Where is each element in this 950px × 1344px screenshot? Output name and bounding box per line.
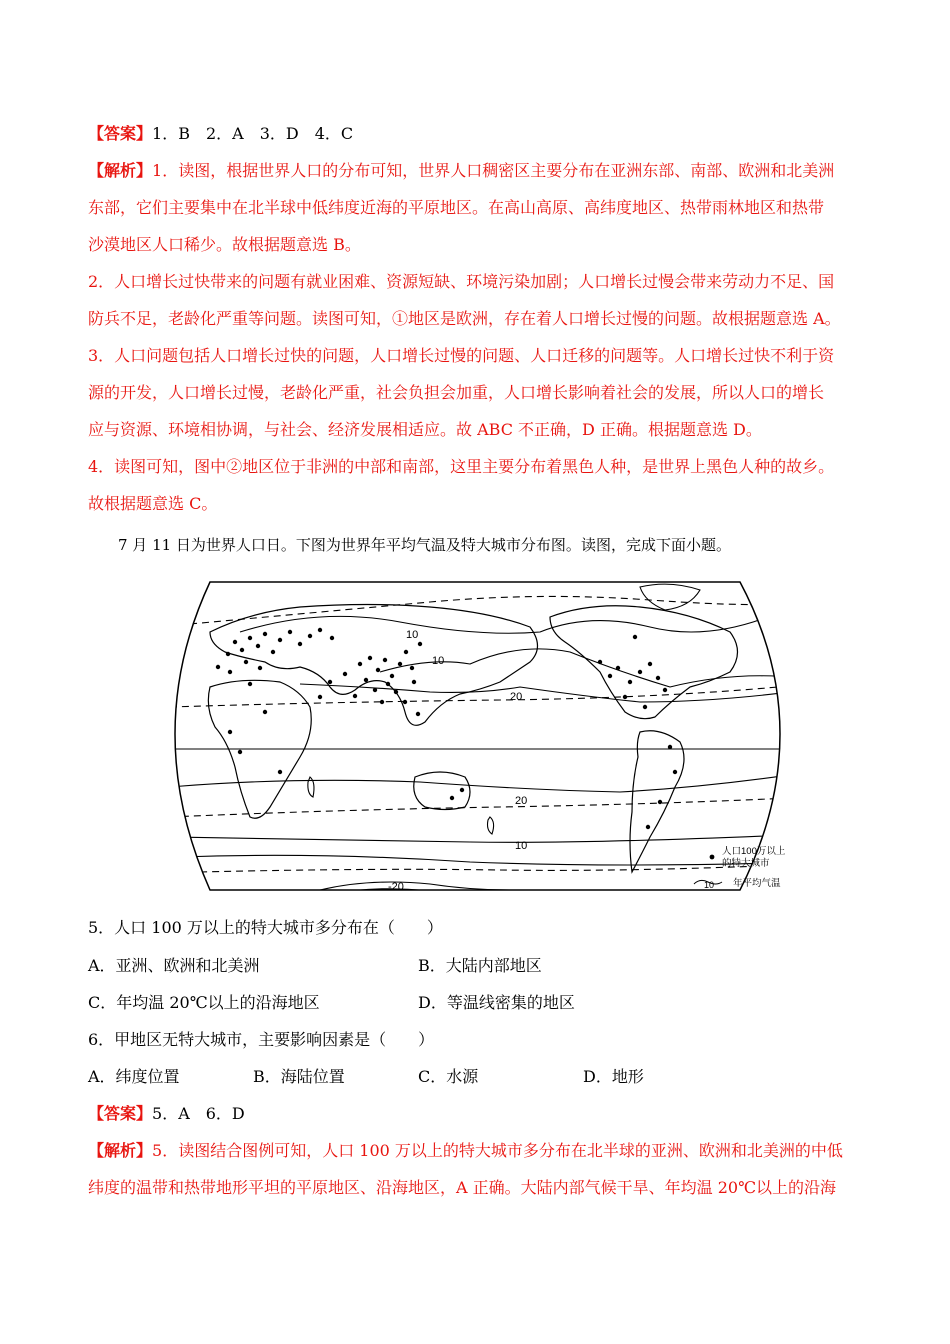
legend-isotherm-value: 10	[704, 880, 715, 890]
isotherm-label: 20	[510, 691, 523, 703]
question-5-stem: 5．人口 100 万以上的特大城市多分布在（ ）	[88, 918, 443, 937]
answer-line-1	[88, 124, 353, 144]
answer-tag: 【答案】	[88, 1104, 153, 1123]
analysis-line: 2．人口增长过快带来的问题有就业困难、资源短缺、环境污染加剧；人口增长过慢会带来劳动力不足、国	[88, 272, 835, 291]
isotherm-label: 10	[432, 655, 445, 667]
analysis-line: 沙漠地区人口稀少。故根据题意选 B。	[88, 235, 361, 254]
legend-city-label: 人口100万以上	[722, 846, 786, 857]
isotherm-label: -20	[388, 881, 404, 893]
q5-option-d[interactable]: D．等温线密集的地区	[418, 993, 575, 1012]
answer-text: 1．B 2．A 3．D 4．C	[152, 124, 354, 143]
analysis-line: 3．人口问题包括人口增长过快的问题，人口增长过慢的问题、人口迁移的问题等。人口增长过快不利于资	[88, 346, 835, 365]
analysis-line: 源的开发，人口增长过慢，老龄化严重，社会负担会加重，人口增长影响着社会的发展，所以人口的增长	[88, 383, 825, 402]
q5-option-c[interactable]: C．年均温 20℃以上的沿海地区	[88, 993, 320, 1012]
q6-option-b[interactable]: B．海陆位置	[253, 1067, 345, 1086]
analysis-line: 应与资源、环境相协调，与社会、经济发展相适应。故 ABC 不正确，D 正确。根据题意选 D。	[88, 420, 762, 439]
answer-tag: 【答案】	[88, 124, 153, 143]
q6-option-a[interactable]: A．纬度位置	[88, 1067, 180, 1086]
analysis-line: 4．读图可知，图中②地区位于非洲的中部和南部，这里主要分布着黑色人种，是世界上黑色人种的故乡。	[88, 457, 835, 476]
q5-option-a[interactable]: A．亚洲、欧洲和北美洲	[88, 956, 260, 975]
world-temperature-city-map	[170, 572, 810, 898]
q5-option-b[interactable]: B．大陆内部地区	[418, 956, 542, 975]
question-6-stem: 6．甲地区无特大城市，主要影响因素是（ ）	[88, 1030, 435, 1049]
legend-city-label: 的特大城市	[722, 858, 770, 869]
q6-option-c[interactable]: C．水源	[418, 1067, 479, 1086]
analysis-line	[88, 161, 834, 181]
analysis-line: 故根据题意选 C。	[88, 494, 218, 513]
analysis-line	[88, 1141, 843, 1161]
isotherm-label: 20	[515, 795, 528, 807]
answer-line-2	[88, 1104, 245, 1124]
question-intro: 7 月 11 日为世界人口日。下图为世界年平均气温及特大城市分布图。读图，完成下面小题。	[118, 536, 731, 554]
analysis-tag: 【解析】	[88, 1141, 153, 1160]
map-svg	[170, 572, 810, 898]
isotherm-label: 10	[515, 840, 528, 852]
analysis-line: 纬度的温带和热带地形平坦的平原地区、沿海地区，A 正确。大陆内部气候干旱、年均温 20℃以上的沿海	[88, 1178, 836, 1197]
isotherm-label: 10	[406, 629, 419, 641]
legend-isotherm-label: 年平均气温	[733, 878, 781, 889]
analysis-line: 防兵不足，老龄化严重等问题。读图可知，①地区是欧洲，存在着人口增长过慢的问题。故根据题意选 A。	[88, 309, 841, 328]
legend-city-dot	[710, 855, 715, 860]
analysis-text: 1．读图，根据世界人口的分布可知，世界人口稠密区主要分布在亚洲东部、南部、欧洲和北美洲	[152, 161, 835, 180]
map-frame	[175, 582, 780, 890]
answer-text: 5．A 6．D	[152, 1104, 245, 1123]
analysis-line: 东部，它们主要集中在北半球中低纬度近海的平原地区。在高山高原、高纬度地区、热带雨林地区和热带	[88, 198, 825, 217]
analysis-tag: 【解析】	[88, 161, 153, 180]
analysis-text: 5．读图结合图例可知，人口 100 万以上的特大城市多分布在北半球的亚洲、欧洲和北美洲的中低	[152, 1141, 843, 1160]
q6-option-d[interactable]: D．地形	[583, 1067, 644, 1086]
